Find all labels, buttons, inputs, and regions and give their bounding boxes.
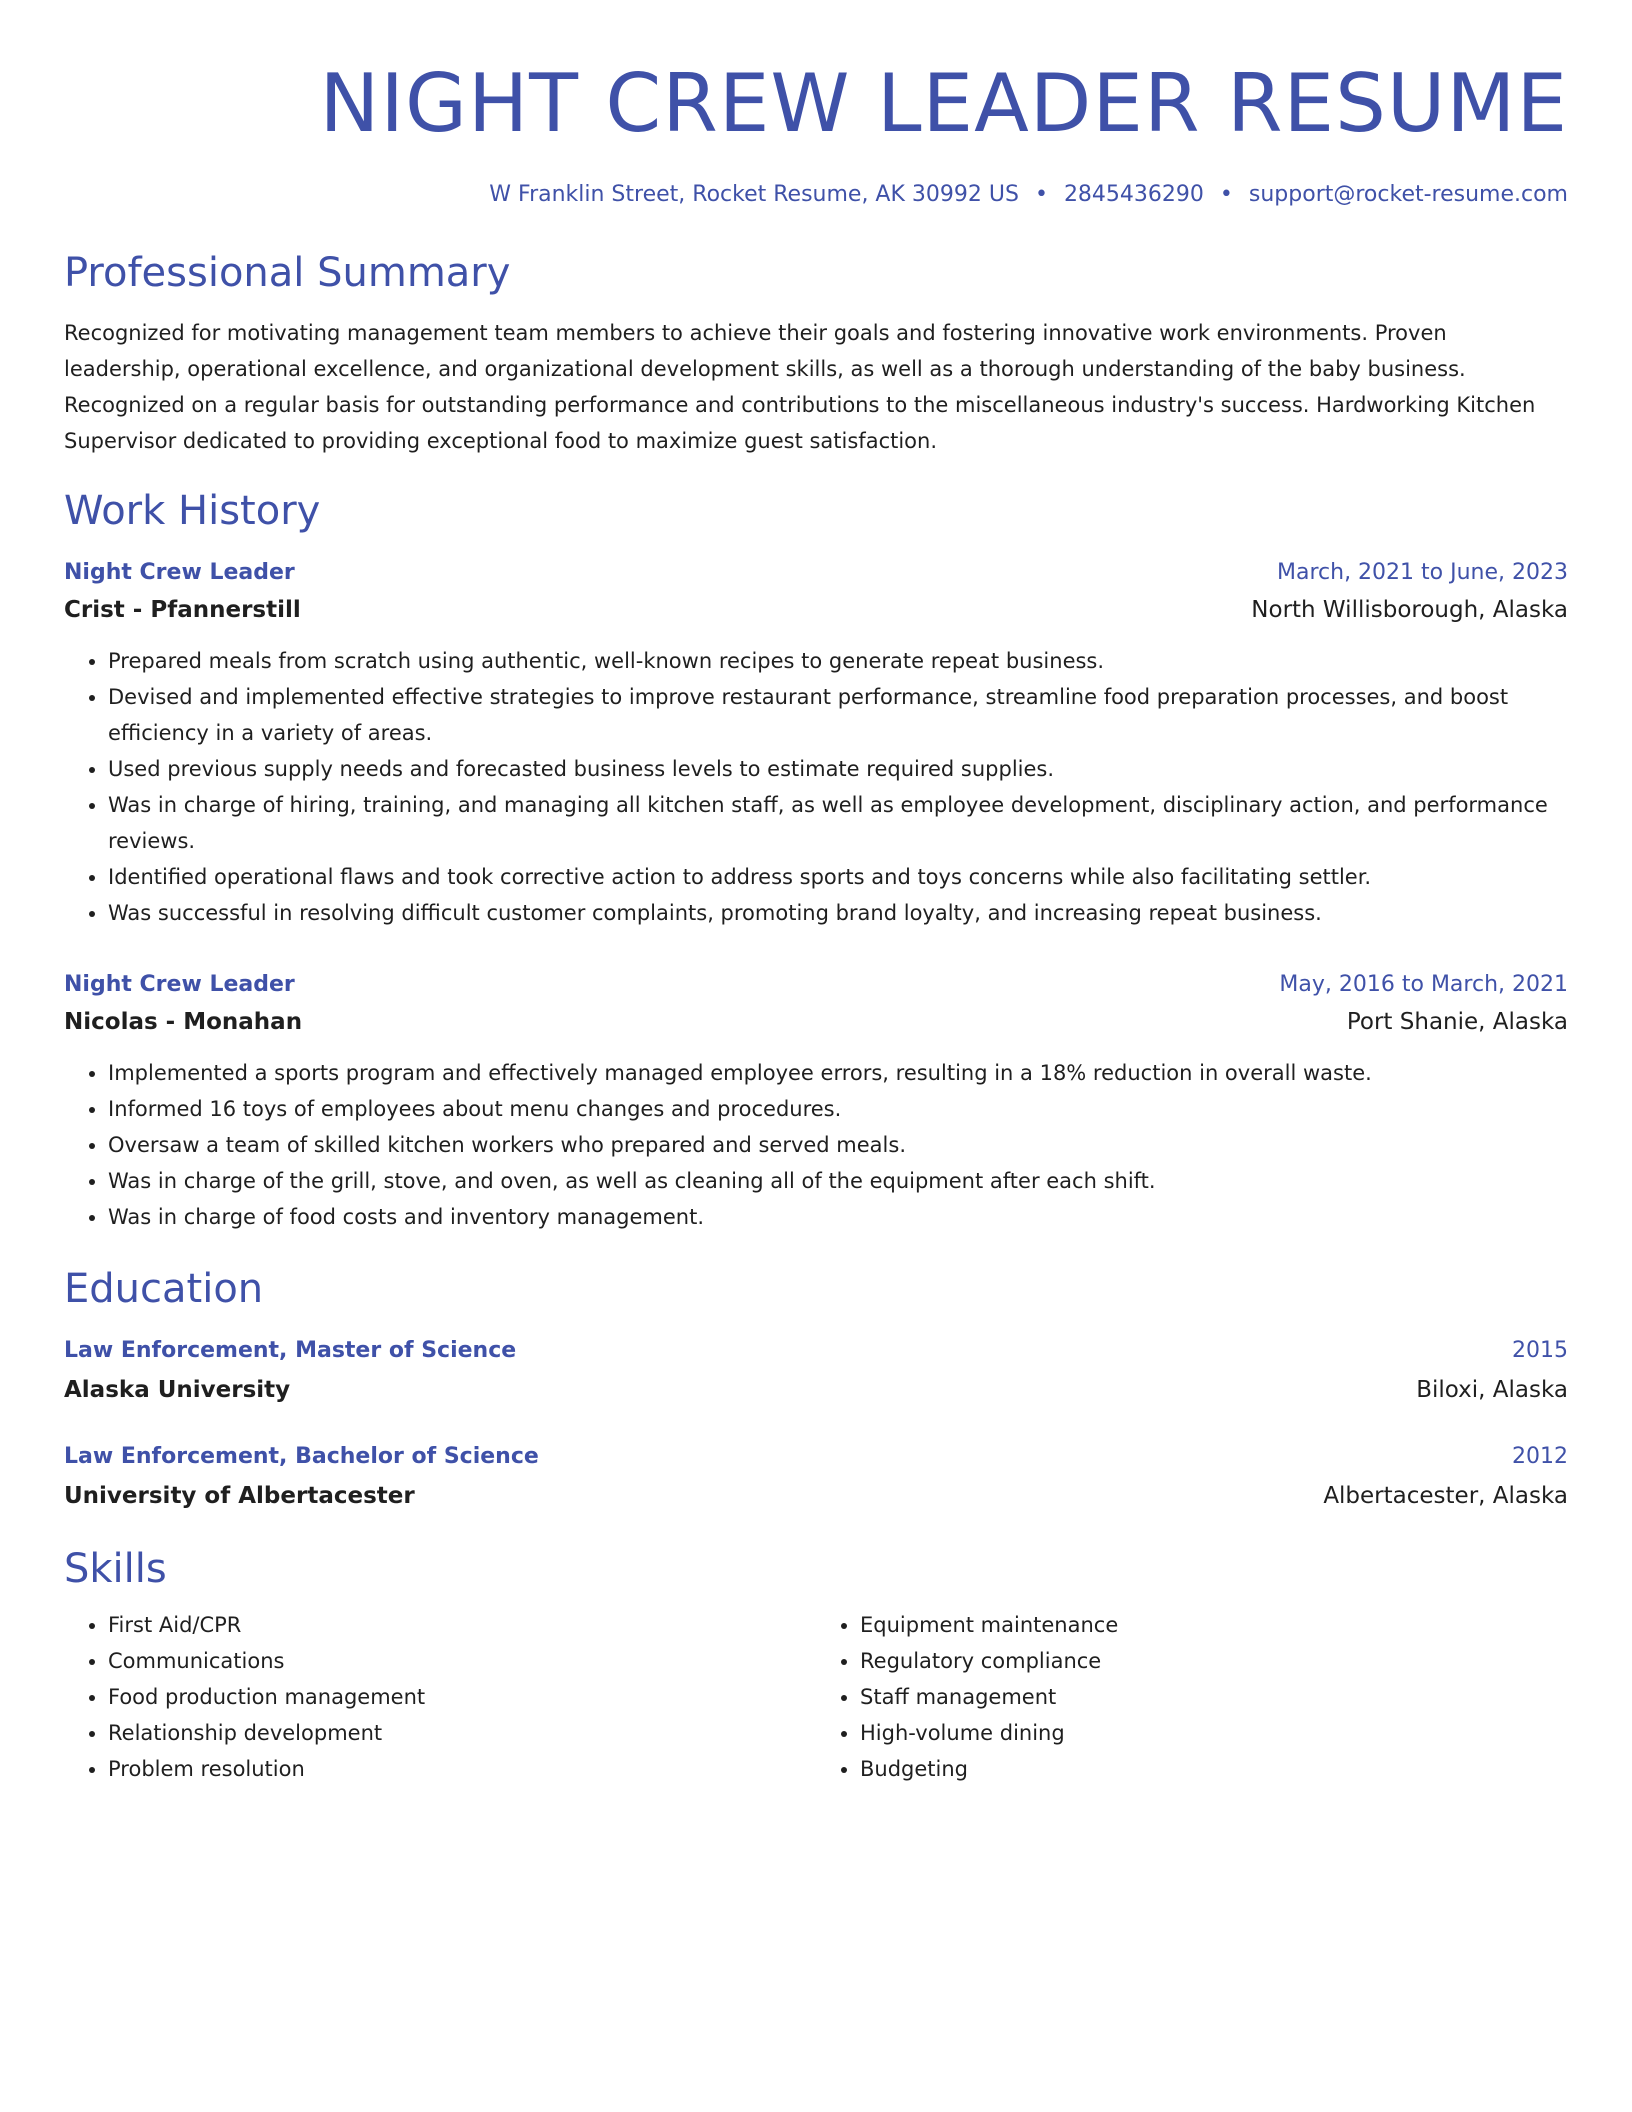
education-entry bbox=[64, 1333, 1568, 1409]
skill-item: • High-volume dining bbox=[860, 1715, 1568, 1751]
education-school: Alaska University bbox=[64, 1377, 291, 1403]
resume-header bbox=[64, 56, 1568, 207]
skills-column-left bbox=[64, 1607, 816, 1787]
job-bullet: • Oversaw a team of skilled kitchen workers who prepared and served meals. bbox=[108, 1127, 1568, 1163]
education-heading: Education bbox=[64, 1266, 264, 1312]
job-bullet: • Implemented a sports program and effectively managed employee errors, resulting in a 18% reduction in overall waste. bbox=[108, 1055, 1568, 1091]
work-history-heading: Work History bbox=[64, 488, 321, 534]
education-location: Albertacester, Alaska bbox=[1323, 1483, 1568, 1509]
job-role: Night Crew Leader bbox=[64, 972, 295, 997]
contact-separator: • bbox=[1219, 182, 1233, 207]
contact-phone: 2845436290 bbox=[1063, 182, 1204, 207]
contact-separator: • bbox=[1034, 182, 1048, 207]
job-bullets bbox=[64, 643, 1568, 931]
job-bullet: • Informed 16 toys of employees about menu changes and procedures. bbox=[108, 1091, 1568, 1127]
skill-item: • First Aid/CPR bbox=[108, 1607, 816, 1643]
contact-email: support@rocket-resume.com bbox=[1248, 182, 1568, 207]
job-role: Night Crew Leader bbox=[64, 560, 295, 585]
education-year: 2012 bbox=[1512, 1444, 1568, 1469]
skill-item: • Equipment maintenance bbox=[860, 1607, 1568, 1643]
job-bullet: • Prepared meals from scratch using authentic, well-known recipes to generate repeat business. bbox=[108, 643, 1568, 679]
contact-address: W Franklin Street, Rocket Resume, AK 30992 US bbox=[489, 182, 1019, 207]
job-bullet: • Was in charge of food costs and inventory management. bbox=[108, 1199, 1568, 1235]
skill-item: • Budgeting bbox=[860, 1751, 1568, 1787]
job-bullet: • Was in charge of the grill, stove, and oven, as well as cleaning all of the equipment after each shift. bbox=[108, 1163, 1568, 1199]
skill-item: • Relationship development bbox=[108, 1715, 816, 1751]
skill-item: • Staff management bbox=[860, 1679, 1568, 1715]
job-bullet: • Used previous supply needs and forecasted business levels to estimate required supplies. bbox=[108, 751, 1568, 787]
job-bullets bbox=[64, 1055, 1568, 1235]
job-bullet: • Was in charge of hiring, training, and managing all kitchen staff, as well as employee development, disciplinary action, and performance reviews. bbox=[108, 787, 1568, 859]
education-year: 2015 bbox=[1512, 1338, 1568, 1363]
education-degree: Law Enforcement, Bachelor of Science bbox=[64, 1444, 539, 1469]
education-degree: Law Enforcement, Master of Science bbox=[64, 1338, 517, 1363]
skill-item: • Problem resolution bbox=[108, 1751, 816, 1787]
job-bullet: • Was successful in resolving difficult customer complaints, promoting brand loyalty, and increasing repeat business. bbox=[108, 895, 1568, 931]
job-entry bbox=[64, 555, 1568, 931]
skill-item: • Communications bbox=[108, 1643, 816, 1679]
summary-heading: Professional Summary bbox=[64, 250, 511, 296]
job-location: North Willisborough, Alaska bbox=[1251, 597, 1568, 623]
job-dates: May, 2016 to March, 2021 bbox=[1279, 972, 1568, 997]
resume-title: NIGHT CREW LEADER RESUME bbox=[319, 57, 1568, 150]
contact-line bbox=[64, 182, 1568, 207]
education-location: Biloxi, Alaska bbox=[1416, 1377, 1568, 1403]
job-company: Crist - Pfannerstill bbox=[64, 597, 301, 623]
skills-heading: Skills bbox=[64, 1546, 167, 1592]
education-entry bbox=[64, 1439, 1568, 1515]
skill-item: • Regulatory compliance bbox=[860, 1643, 1568, 1679]
job-entry bbox=[64, 967, 1568, 1235]
job-company: Nicolas - Monahan bbox=[64, 1009, 303, 1035]
education-school: University of Albertacester bbox=[64, 1483, 415, 1509]
skills-list bbox=[64, 1607, 1568, 1787]
job-bullet: • Devised and implemented effective strategies to improve restaurant performance, streamline food preparation processes, and boost efficiency in a variety of areas. bbox=[108, 679, 1568, 751]
skill-item: • Food production management bbox=[108, 1679, 816, 1715]
skills-column-right bbox=[816, 1607, 1568, 1787]
job-bullet: • Identified operational flaws and took corrective action to address sports and toys concerns while also facilitating settler. bbox=[108, 859, 1568, 895]
job-location: Port Shanie, Alaska bbox=[1346, 1009, 1568, 1035]
summary-text: Recognized for motivating management team members to achieve their goals and fostering innovative work environments. Proven leadership, operational excellence, and organizational development skills, as well as a thorough understanding of the baby business. Recognized on a regular basis for outstanding performance and contributions to the miscellaneous industry's success. Hardworking Kitchen Supervisor dedicated to providing exceptional food to maximize guest satisfaction. bbox=[64, 321, 1536, 453]
job-dates: March, 2021 to June, 2023 bbox=[1277, 560, 1568, 585]
